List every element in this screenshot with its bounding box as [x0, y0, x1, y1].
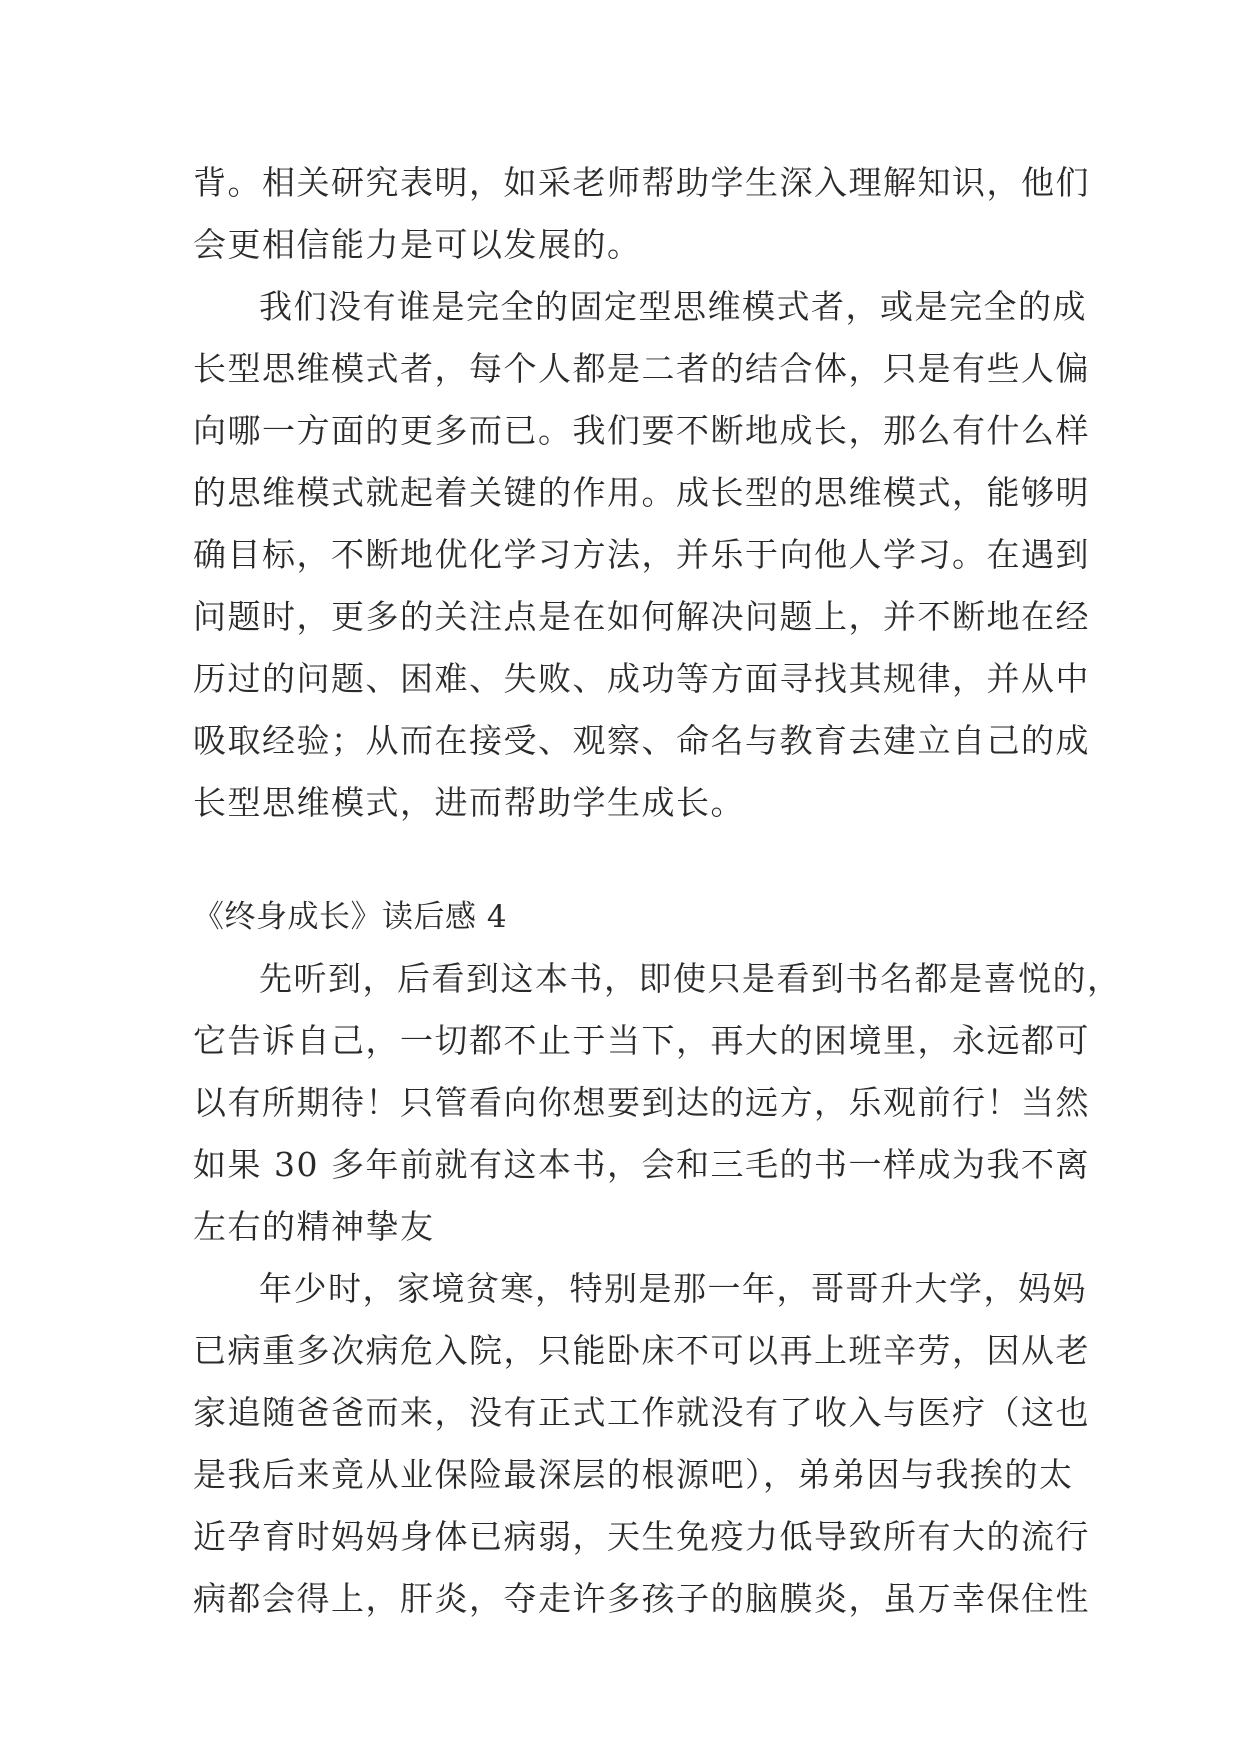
section-heading: 《终身成长》读后感 4 [193, 899, 508, 935]
paragraph-line: 左右的精神挚友 [193, 1207, 435, 1246]
paragraph-line: 近孕育时妈妈身体已病弱，天生免疫力低导致所有大的流行 [193, 1517, 1090, 1556]
paragraph-line: 先听到，后看到这本书，即使只是看到书名都是喜悦的， [259, 959, 1122, 998]
paragraph-line: 的思维模式就起着关键的作用。成长型的思维模式，能够明 [193, 473, 1090, 512]
paragraph-line: 向哪一方面的更多而已。我们要不断地成长，那么有什么样 [193, 411, 1090, 450]
paragraph-line: 年少时，家境贫寒，特别是那一年，哥哥升大学，妈妈 [259, 1269, 1087, 1308]
paragraph-line: 它告诉自己，一切都不止于当下，再大的困境里，永远都可 [193, 1021, 1090, 1060]
paragraph-line: 背。相关研究表明，如采老师帮助学生深入理解知识，他们 [193, 163, 1090, 202]
paragraph-line: 我们没有谁是完全的固定型思维模式者，或是完全的成 [259, 287, 1087, 326]
paragraph-line: 如果 30 多年前就有这本书，会和三毛的书一样成为我不离 [193, 1145, 1090, 1184]
paragraph-line: 吸取经验；从而在接受、观察、命名与教育去建立自己的成 [193, 721, 1090, 760]
paragraph-line: 已病重多次病危入院，只能卧床不可以再上班辛劳，因从老 [193, 1331, 1090, 1370]
paragraph-line: 是我后来竟从业保险最深层的根源吧），弟弟因与我挨的太 [193, 1455, 1074, 1494]
paragraph-line: 历过的问题、困难、失败、成功等方面寻找其规律，并从中 [193, 659, 1090, 698]
paragraph-line: 家追随爸爸而来，没有正式工作就没有了收入与医疗（这也 [193, 1393, 1090, 1432]
paragraph-line: 以有所期待！只管看向你想要到达的远方，乐观前行！当然 [193, 1083, 1090, 1122]
paragraph-line: 问题时，更多的关注点是在如何解决问题上，并不断地在经 [193, 597, 1090, 636]
paragraph-line: 会更相信能力是可以发展的。 [193, 225, 642, 264]
paragraph-line: 长型思维模式，进而帮助学生成长。 [193, 783, 745, 822]
paragraph-line: 确目标，不断地优化学习方法，并乐于向他人学习。在遇到 [193, 535, 1090, 574]
paragraph-line: 病都会得上，肝炎，夺走许多孩子的脑膜炎，虽万幸保住性 [193, 1579, 1090, 1618]
paragraph-line: 长型思维模式者，每个人都是二者的结合体，只是有些人偏 [193, 349, 1090, 388]
